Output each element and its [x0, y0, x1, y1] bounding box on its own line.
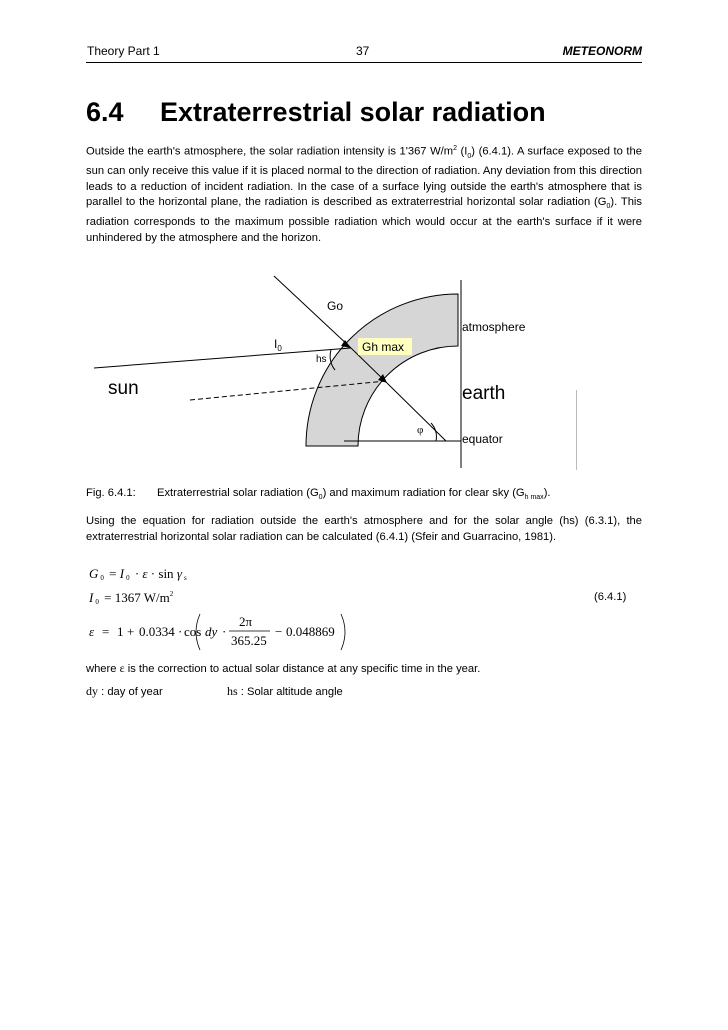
def-symbol: hs: [227, 684, 238, 698]
eq-operator: =: [104, 590, 112, 605]
label-i0: [274, 337, 282, 353]
intro-text: ) (6.4.1). A surface exposed to the sun can only receive this value if it is placed normal to the direction of radiation. Any deviation from this direction leads to a reduction of incident radiation. In the case of a surface lying outside the earth's atmosphere that is parallel to the horizontal plane, the radiation is described as extraterrestrial horizontal solar radiation (G: [86, 145, 642, 209]
eq-operator: ·: [134, 566, 140, 581]
equation-number: (6.4.1): [594, 591, 627, 603]
eq-sub: 0: [100, 574, 104, 582]
equation-epsilon: [89, 610, 379, 654]
symbol-definitions: [86, 684, 343, 699]
eq-sub: 0: [126, 574, 130, 582]
eq-function: sin: [158, 566, 174, 581]
caption-sub: h max: [524, 494, 544, 502]
eq-value: 0.048869: [286, 624, 335, 639]
eq-sub: s: [183, 574, 187, 582]
eq-operator: +: [127, 624, 135, 639]
intro-sub: 0: [606, 203, 611, 211]
intro-text: Outside the earth's atmosphere, the solar radiation intensity is 1'367 W/m: [86, 145, 454, 158]
definition-dy: [86, 684, 227, 699]
label-phi: φ: [417, 424, 424, 436]
label-earth: earth: [462, 383, 506, 404]
definition-hs: [227, 686, 343, 698]
radiation-diagram: [86, 268, 586, 478]
def-symbol: dy: [86, 684, 98, 698]
eq-operator: =: [109, 566, 117, 581]
caption-sub: 0: [318, 494, 323, 502]
eq-numerator: 2π: [239, 614, 253, 629]
intro-text: ). This radiation corresponds to the maximum possible radiation which would occur at the earth's surface if it were unhindered by the atmosphere and the horizon.: [86, 196, 643, 244]
label-i0-sub: 0: [277, 344, 282, 353]
section-number: 6.4: [86, 97, 124, 127]
eq-value: 1: [117, 624, 124, 639]
vertical-rule: [576, 390, 577, 470]
header-left-text: Theory Part 1: [87, 44, 160, 58]
figure-caption: [86, 487, 551, 501]
eq-operator: ·: [222, 624, 227, 639]
label-go: Go: [327, 299, 344, 313]
equation-i0: [89, 590, 173, 606]
epsilon-explanation: [86, 661, 480, 676]
intro-paragraph: [86, 141, 642, 246]
eq-sub: 0: [95, 598, 99, 606]
caption-text: ) and maximum radiation for clear sky (G: [322, 487, 525, 499]
eq-operator: =: [102, 624, 110, 639]
label-equator: equator: [462, 432, 503, 446]
eq-operator: ·: [178, 624, 183, 639]
page-number: 37: [356, 44, 370, 58]
eq-function: cos: [184, 624, 202, 639]
eq-operator: −: [275, 624, 283, 639]
eq-denominator: 365.25: [231, 633, 267, 648]
where-text: where: [86, 663, 120, 675]
caption-number: Fig. 6.4.1:: [86, 487, 136, 499]
eq-symbol: ε: [89, 624, 95, 639]
header-rule: [86, 62, 642, 63]
label-gh-max: Gh max: [362, 340, 405, 354]
eq-symbol: I: [119, 566, 125, 581]
phi-angle-arc: [431, 423, 436, 441]
eq-sup: 2: [169, 590, 174, 598]
eq-value: 1367 W/m: [114, 590, 170, 605]
eq-symbol: G: [89, 566, 99, 581]
eq-operator: ·: [150, 566, 156, 581]
intro-sub: 0: [467, 152, 472, 160]
atmosphere-band: [306, 294, 458, 446]
eq-symbol: ε: [142, 566, 148, 581]
where-symbol: ε: [119, 661, 125, 675]
label-sun: sun: [108, 378, 139, 399]
equation-g0: [89, 566, 189, 582]
intro-sup: 2: [453, 145, 457, 152]
label-hs: hs: [316, 354, 327, 365]
def-text: : Solar altitude angle: [237, 686, 343, 698]
caption-text: ).: [543, 487, 551, 499]
eq-symbol: I: [89, 590, 94, 605]
caption-text: Extraterrestrial solar radiation (G: [157, 487, 319, 499]
eq-value: 0.0334: [139, 624, 175, 639]
header-brand: METEONORM: [562, 44, 642, 58]
section-title: Extraterrestrial solar radiation: [160, 97, 546, 127]
incident-ray-i0: [94, 348, 351, 368]
where-text: is the correction to actual solar distance at any specific time in the year.: [124, 663, 481, 675]
eq-symbol: γ: [176, 566, 182, 581]
eq-symbol: dy: [205, 624, 218, 639]
def-text: : day of year: [98, 686, 163, 698]
intro-text: (I: [456, 145, 468, 158]
label-i0-main: I: [274, 337, 278, 351]
right-paren: [341, 614, 345, 650]
label-atmosphere: atmosphere: [462, 320, 526, 334]
equation-intro-paragraph: Using the equation for radiation outside the earth's atmosphere and for the solar angle (hs) (6.3.1), the extraterrestrial horizontal solar radiation can be calculated (6.4.1) (Sfeir and Guarracino, 1981).: [86, 515, 642, 543]
